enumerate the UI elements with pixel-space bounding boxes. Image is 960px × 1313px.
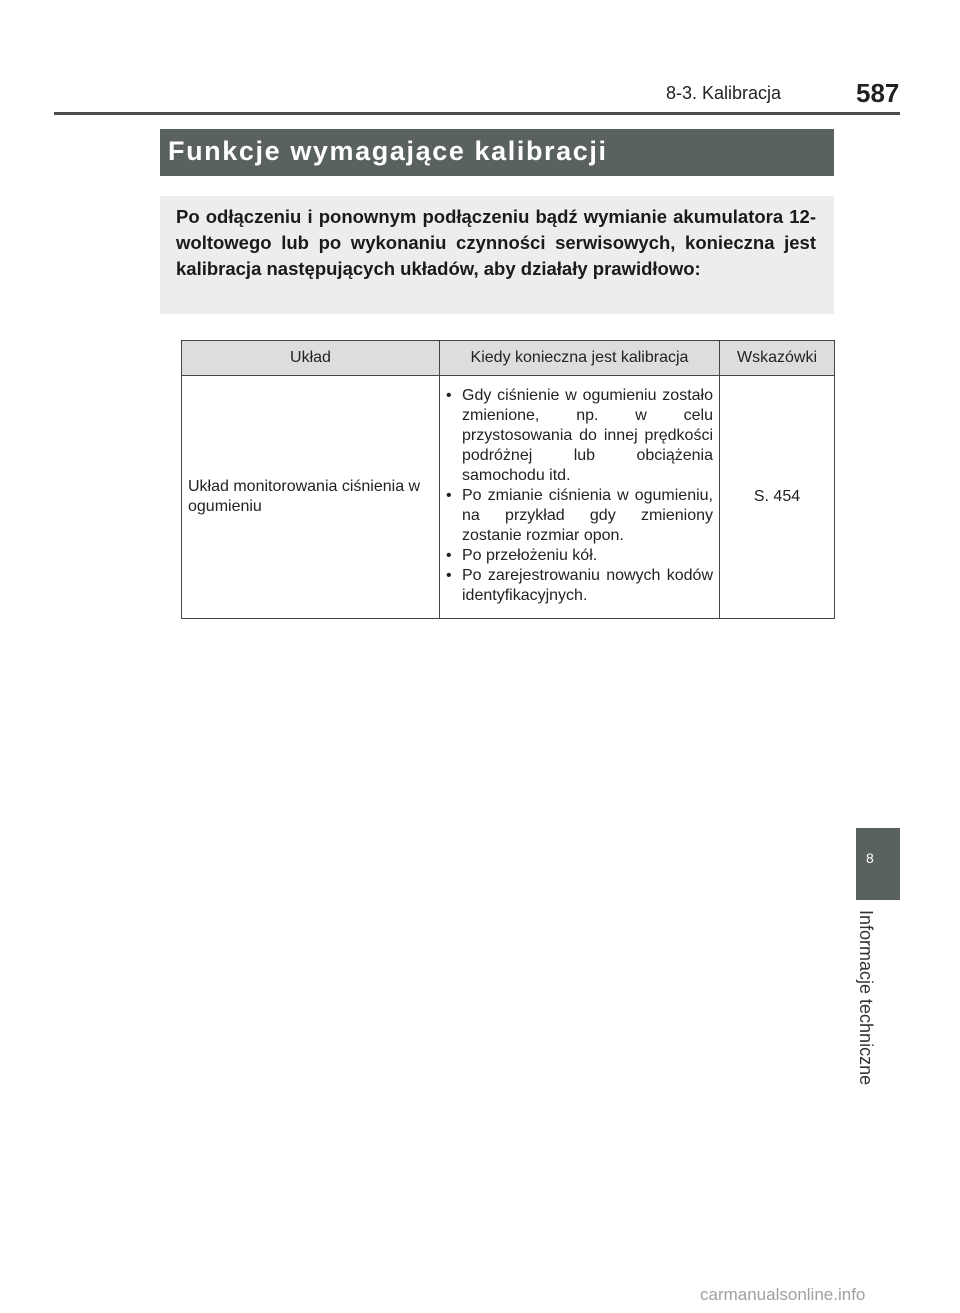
chapter-tab bbox=[856, 828, 900, 900]
bullet-icon: • bbox=[446, 567, 452, 584]
condition-text: Po zarejestrowaniu nowych kodów identyfikacyjnych. bbox=[462, 567, 713, 604]
reference-cell: S. 454 bbox=[720, 376, 835, 619]
header-system: Układ bbox=[182, 341, 440, 376]
condition-item bbox=[446, 486, 713, 546]
bullet-icon: • bbox=[446, 547, 452, 564]
header-hints: Wskazówki bbox=[720, 341, 835, 376]
section-title-bar bbox=[160, 129, 834, 176]
chapter-label: Informacje techniczne bbox=[856, 910, 876, 1086]
condition-text: Po przełożeniu kół. bbox=[462, 547, 598, 564]
header-when: Kiedy konieczna jest kalibracja bbox=[440, 341, 720, 376]
calibration-table bbox=[181, 340, 835, 619]
condition-text: Po zmianie ciśnienia w ogumieniu, na przykład gdy zmieniony zostanie rozmiar opon. bbox=[462, 487, 713, 544]
table-row bbox=[182, 376, 835, 619]
chapter-number: 8 bbox=[866, 850, 874, 866]
condition-item bbox=[446, 386, 713, 486]
page-number: 587 bbox=[856, 78, 900, 108]
table-header-row bbox=[182, 341, 835, 376]
system-cell: Układ monitorowania ciśnienia w ogumieniu bbox=[182, 376, 440, 619]
intro-box bbox=[160, 196, 834, 314]
intro-text: Po odłączeniu i ponownym podłączeniu bądź wymianie akumulatora 12-woltowego lub po wykonaniu czynności serwisowych, konieczna jest kalibracja następujących układów, aby działały prawidłowo: bbox=[176, 206, 816, 279]
conditions-list bbox=[440, 376, 719, 618]
bullet-icon: • bbox=[446, 387, 452, 404]
condition-item bbox=[446, 546, 713, 566]
condition-item bbox=[446, 566, 713, 606]
section-label: 8-3. Kalibracja bbox=[666, 83, 782, 103]
section-title: Funkcje wymagające kalibracji bbox=[168, 136, 608, 166]
watermark: carmanualsonline.info bbox=[700, 1285, 866, 1304]
bullet-icon: • bbox=[446, 487, 452, 504]
condition-text: Gdy ciśnienie w ogumieniu zostało zmienione, np. w celu przystosowania do innej prędkości podróżnej lub obciążenia samochodu itd. bbox=[462, 387, 713, 484]
conditions-cell bbox=[440, 376, 720, 619]
page-header bbox=[54, 78, 900, 115]
